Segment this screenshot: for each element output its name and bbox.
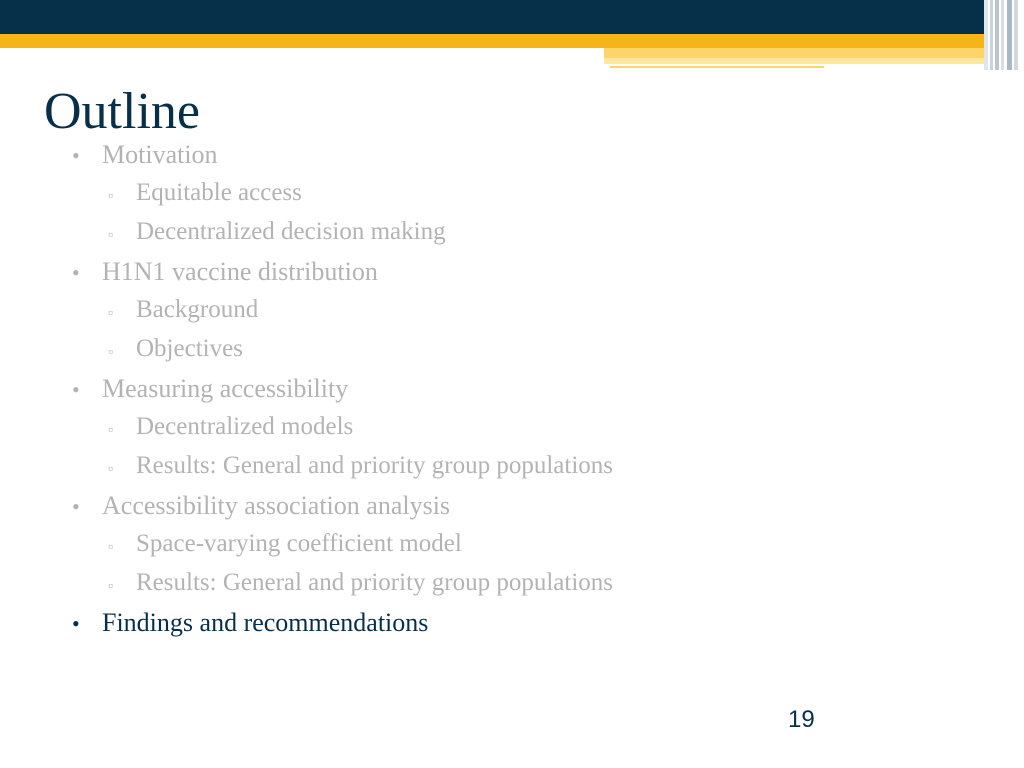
outline-item-label: Background — [136, 296, 259, 323]
bullet-square-icon: ▫ — [108, 345, 113, 360]
bullet-square-icon: ▫ — [108, 540, 113, 555]
outline-item-measuring-accessibility — [72, 374, 613, 413]
bullet-dot-icon: • — [72, 377, 80, 402]
bullet-dot-icon: • — [72, 611, 80, 636]
header-gold-band — [0, 34, 1024, 48]
outline-subitem-decentralized-decision-making — [72, 218, 613, 257]
outline-list — [72, 140, 613, 647]
outline-item-label: Space-varying coefficient model — [136, 530, 462, 557]
bullet-square-icon: ▫ — [108, 462, 113, 477]
slide-title: Outline — [44, 83, 200, 140]
page-number: 19 — [788, 706, 815, 733]
header-gold-line — [610, 66, 824, 68]
header-gold-band-lower — [604, 48, 1024, 58]
outline-subitem-background — [72, 296, 613, 335]
outline-subitem-objectives — [72, 335, 613, 374]
outline-subitem-results-general-priority-2 — [72, 569, 613, 608]
outline-item-motivation — [72, 140, 613, 179]
outline-item-label: Results: General and priority group populations — [136, 569, 614, 596]
outline-item-accessibility-association-analysis — [72, 491, 613, 530]
outline-item-label: Objectives — [136, 335, 243, 362]
outline-item-findings-and-recommendations — [72, 608, 613, 647]
outline-item-label: Decentralized decision making — [136, 218, 446, 245]
outline-item-label: Accessibility association analysis — [102, 491, 451, 520]
outline-subitem-equitable-access — [72, 179, 613, 218]
header-stripes — [984, 0, 1024, 70]
outline-subitem-results-general-priority — [72, 452, 613, 491]
bullet-square-icon: ▫ — [108, 189, 113, 204]
bullet-square-icon: ▫ — [108, 228, 113, 243]
outline-subitem-space-varying-coefficient-model — [72, 530, 613, 569]
outline-item-label: Results: General and priority group populations — [136, 452, 614, 479]
outline-item-label: Motivation — [102, 140, 218, 169]
bullet-square-icon: ▫ — [108, 579, 113, 594]
outline-item-label: Decentralized models — [136, 413, 354, 440]
bullet-square-icon: ▫ — [108, 306, 113, 321]
outline-item-label: Measuring accessibility — [102, 374, 349, 403]
bullet-dot-icon: • — [72, 494, 80, 519]
header-gold-band-pale — [604, 58, 1024, 64]
header-navy-band — [0, 0, 1024, 34]
bullet-dot-icon: • — [72, 143, 80, 168]
outline-item-h1n1-vaccine-distribution — [72, 257, 613, 296]
outline-item-label: H1N1 vaccine distribution — [102, 257, 378, 286]
outline-item-label: Equitable access — [136, 179, 302, 206]
outline-subitem-decentralized-models — [72, 413, 613, 452]
outline-item-label: Findings and recommendations — [102, 608, 429, 637]
bullet-dot-icon: • — [72, 260, 80, 285]
bullet-square-icon: ▫ — [108, 423, 113, 438]
